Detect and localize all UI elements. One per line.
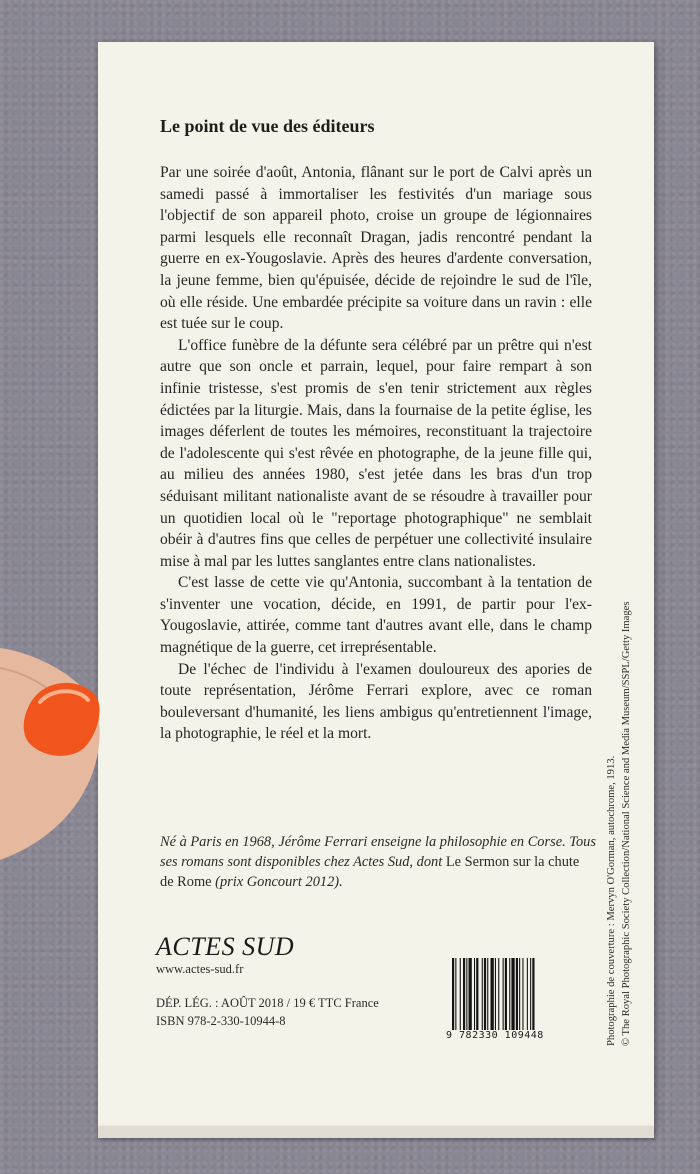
author-bio	[160, 832, 596, 892]
blurb-paragraph: L'office funèbre de la défunte sera célébré par un prêtre qui n'est autre que son oncle et parrain, lequel, pour faire rempart à son infinie tristesse, s'est promis de s'en tenir strictement aux règles édictées par la liturgie. Mais, dans la fournaise de la petite église, les images déferlent de toutes les mémoires, reconstituant la trajectoire de l'adolescente qui s'est rêvée en photographe, de la jeune fille qui, au milieu des années 1980, s'est jetée dans les bras d'un trop séduisant militant nationaliste avant de se résoudre à travailler pour un quotidien local où le "reportage photographique" ne semblait obéir à d'autres fins que celles de perpétuer une collectivité insulaire mise à mal par les luttes sanglantes entre clans nationalistes.	[160, 336, 592, 570]
bio-work-title: Le Sermon sur la chute de Rome	[160, 854, 580, 890]
barcode	[450, 958, 564, 1030]
blurb-paragraph: De l'échec de l'individu à l'examen douloureux des apories de toute représentation, Jérôme Ferrari explore, avec ce roman bouleversant d'humanité, les liens ambigus qu'entretiennent l'image, la photographie, le réel et la mort.	[160, 660, 592, 743]
blurb-paragraph: C'est lasse de cette vie qu'Antonia, succombant à la tentation de s'inventer une vocation, décide, en 1991, de partir pour l'ex-Yougoslavie, attirée, comme tant d'autres avant elle, dans le champ magnétique de la guerre, cet irreprésentable.	[160, 574, 592, 657]
blurb-paragraph: Par une soirée d'août, Antonia, flânant sur le port de Calvi après un samedi passé à immortaliser les festivités d'un mariage sous l'objectif de son appareil photo, croise un groupe de légionnaires parmi lesquels elle reconnaît Dragan, jadis rencontré pendant la guerre en ex-Yougoslavie. Après des heures d'ardente conversation, la jeune femme, bien qu'épuisée, décide de rejoindre le sud de l'île, où elle réside. Une embardée précipite sa voiture dans un ravin : elle est tuée sur le coup.	[160, 164, 592, 333]
publisher-logo: ACTES SUD	[156, 932, 295, 961]
thumb-holding-book	[0, 648, 104, 860]
photo-credit-line: Photographie de couverture : Mervyn O'Gorman, autochrome, 1913.	[606, 755, 617, 1046]
legal-info	[156, 994, 379, 1030]
photo-credit-line: © The Royal Photographic Society Collection/National Science and Media Museum/SSPL/Getty Images	[621, 601, 632, 1046]
isbn: ISBN 978-2-330-10944-8	[156, 1014, 286, 1028]
book-back-cover	[98, 42, 654, 1126]
bio-line: Tous ses romans sont disponibles chez Actes Sud, dont	[160, 834, 596, 870]
publisher-website: www.actes-sud.fr	[156, 962, 244, 976]
legal-deposit: DÉP. LÉG. : AOÛT 2018 / 19 € TTC France	[156, 996, 379, 1010]
blurb-text	[160, 162, 592, 745]
bio-line: Né à Paris en 1968, Jérôme Ferrari enseigne la philosophie en Corse.	[160, 834, 566, 850]
book-edge	[98, 1126, 654, 1138]
editors-view-heading: Le point de vue des éditeurs	[160, 116, 375, 136]
barcode-digits: 9 782330 109448	[446, 1030, 544, 1041]
photo-credit	[604, 601, 634, 1046]
bio-award: (prix Goncourt 2012).	[215, 874, 343, 890]
